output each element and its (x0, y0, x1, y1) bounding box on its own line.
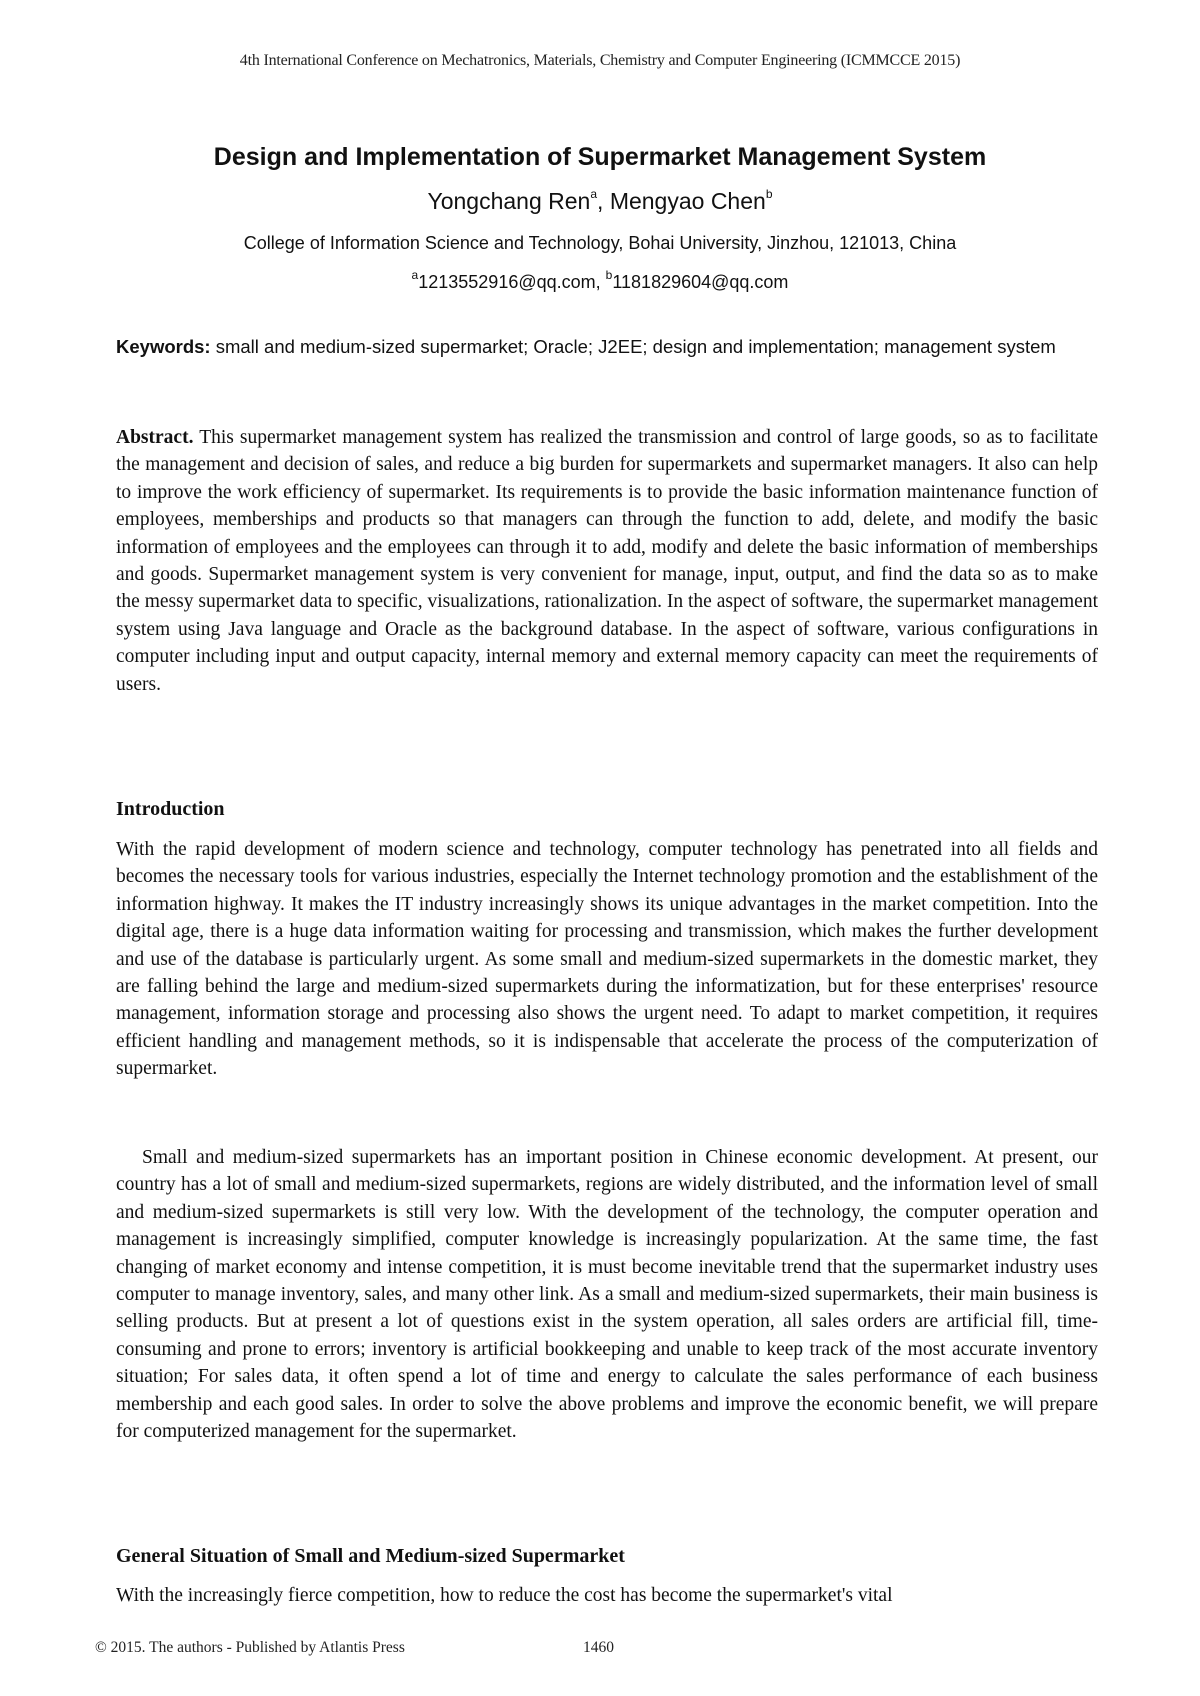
affiliation: College of Information Science and Technology, Bohai University, Jinzhou, 121013, China (243, 233, 957, 253)
author-email[interactable]: 1213552916@qq.com (418, 272, 596, 292)
email-line (0, 268, 1200, 293)
keywords (116, 334, 1098, 360)
author-affil-mark: a (590, 187, 598, 202)
email-mark: a (411, 268, 419, 282)
keywords-label: Keywords: (116, 336, 211, 357)
author-email[interactable]: 1181829604@qq.com (612, 272, 789, 292)
abstract-label: Abstract. (116, 427, 194, 448)
section-heading-general-situation: General Situation of Small and Medium-sized Supermarket (116, 1545, 625, 1567)
author-line (0, 188, 1200, 215)
author-affil-mark: b (765, 187, 773, 202)
paper-title: Design and Implementation of Supermarket Management System (213, 143, 987, 171)
abstract-text: This supermarket management system has realized the transmission and control of large goods, so as to facilitate the management and decision of sales, and reduce a big burden for supermarkets and supermarket managers. It also can help to improve the work efficiency of supermarket. Its requirements is to provide the basic information maintenance function of employees, memberships and products so that managers can through the function to add, delete, and modify the basic information of employees and the employees can through it to add, modify and delete the basic information of memberships and goods. Supermarket management system is very convenient for manage, input, output, and find the data so as to make the messy supermarket data to specific, visualizations, rationalization. In the aspect of software, the supermarket management system using Java language and Oracle as the background database. In the aspect of software, various configurations in computer including input and output capacity, internal memory and external memory capacity can meet the requirements of users. (116, 427, 1098, 695)
keywords-text: small and medium-sized supermarket; Oracle; J2EE; design and implementation; management system (215, 336, 1056, 357)
paragraph: With the rapid development of modern science and technology, computer technology has penetrated into all fields and becomes the necessary tools for various industries, especially the Internet technology promotion and the establishment of the information highway. It makes the IT industry increasingly shows its unique advantages in the market competition. Into the digital age, there is a huge data information waiting for processing and transmission, which makes the further development and use of the database is particularly urgent. As some small and medium-sized supermarkets in the domestic market, they are falling behind the large and medium-sized supermarkets during the informatization, but for these enterprises' resource management, information storage and processing also shows the urgent need. To adapt to market competition, it requires efficient handling and management methods, so it is indispensable that accelerate the process of the computerization of supermarket. (116, 839, 1098, 1080)
paragraph: With the increasingly fierce competition, how to reduce the cost has become the supermarket's vital (116, 1585, 893, 1606)
author-name: Yongchang Ren (427, 188, 591, 214)
abstract (116, 424, 1098, 698)
page-number: 1460 (583, 1639, 614, 1656)
paragraph: Small and medium-sized supermarkets has an important position in Chinese economic development. At present, our country has a lot of small and medium-sized supermarkets, regions are widely distributed, and the information level of small and medium-sized supermarkets is still very low. With the development of the technology, the computer operation and management is increasingly simplified, computer knowledge is increasingly popularization. At the same time, the fast changing of market economy and intense competition, it is must become inevitable trend that the supermarket industry uses computer to manage inventory, sales, and many other link. As a small and medium-sized supermarkets, their main business is selling products. But at present a lot of questions exist in the system operation, all sales orders are artificial fill, time-consuming and prone to errors; inventory is artificial bookkeeping and unable to keep track of the most accurate inventory situation; For sales data, it often spend a lot of time and energy to calculate the sales performance of each business membership and each good sales. In order to solve the above problems and improve the economic benefit, we will prepare for computerized management for the supermarket. (116, 1147, 1098, 1443)
footer-copyright: © 2015. The authors - Published by Atlantis Press (95, 1639, 405, 1656)
email-separator: , (595, 272, 606, 292)
author-separator: , (597, 188, 610, 214)
email-mark: b (605, 268, 613, 282)
author-name: Mengyao Chen (609, 188, 766, 214)
conference-header: 4th International Conference on Mechatronics, Materials, Chemistry and Computer Engineering (ICMMCCE 2015) (239, 52, 961, 69)
section-heading-introduction: Introduction (116, 798, 225, 820)
